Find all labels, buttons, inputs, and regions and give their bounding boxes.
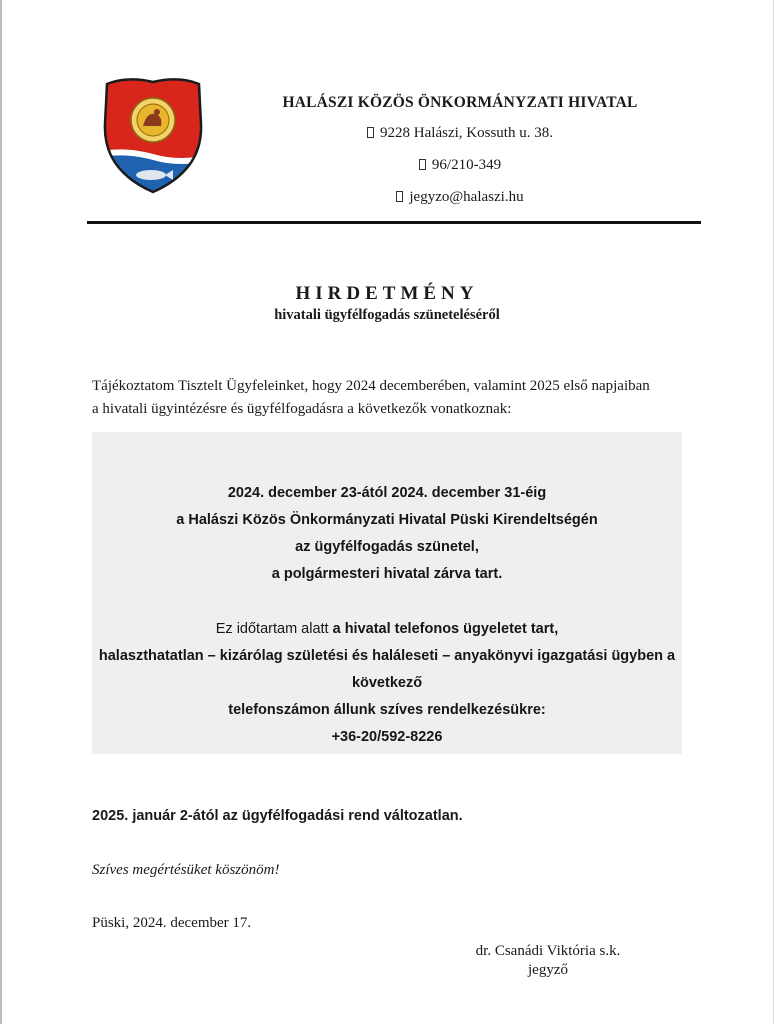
closure-office: a Halászi Közös Önkormányzati Hivatal Püski Kirendeltségén	[176, 512, 598, 528]
duty-emphasis: a hivatal telefonos ügyeletet tart,	[332, 621, 559, 637]
org-name: HALÁSZI KÖZÖS ÖNKORMÁNYZATI HIVATAL	[282, 94, 638, 111]
closure-paragraph	[92, 480, 682, 588]
intro-line-2: a hivatali ügyintézésre és ügyfélfogadásra a következők vonatkoznak:	[92, 401, 512, 417]
closure-suspended: az ügyfélfogadás szünetel,	[295, 539, 479, 555]
signature-block	[448, 942, 648, 980]
duty-line-2: halaszthatatlan – kizárólag születési és haláleseti – anyakönyvi igazgatási ügyben a következő	[98, 648, 676, 691]
phone-line	[250, 155, 670, 175]
signer-name: dr. Csanádi Viktória s.k.	[475, 943, 621, 959]
duty-lead: Ez időtartam alatt	[215, 621, 333, 637]
page-edge-left	[0, 0, 2, 1024]
place-date: Püski, 2024. december 17.	[92, 915, 252, 931]
duty-paragraph	[82, 616, 692, 751]
intro-paragraph	[92, 375, 692, 421]
phone-icon	[419, 159, 426, 170]
signer-title: jegyző	[528, 962, 568, 978]
letterhead	[250, 92, 670, 207]
email-line	[250, 187, 670, 207]
address-text: 9228 Halászi, Kossuth u. 38.	[380, 125, 553, 141]
location-icon	[367, 127, 374, 138]
closure-dates: 2024. december 23-ától 2024. december 31-éig	[227, 485, 547, 501]
schedule-change-note: 2025. január 2-ától az ügyfélfogadási rend változatlan.	[92, 808, 463, 824]
document-title: HIRDETMÉNY	[295, 283, 479, 304]
coat-of-arms-icon	[97, 74, 209, 196]
duty-line-3: telefonszámon állunk szíves rendelkezésükre:	[228, 702, 546, 718]
phone-text: 96/210-349	[431, 157, 502, 173]
email-icon	[396, 191, 403, 202]
intro-line-1: Tájékoztatom Tisztelt Ügyfeleinket, hogy 2024 decemberében, valamint 2025 első napjaiban	[92, 378, 650, 394]
address-line	[250, 123, 670, 143]
duty-phone-number: +36-20/592-8226	[331, 729, 443, 745]
closure-closed: a polgármesteri hivatal zárva tart.	[271, 566, 503, 582]
duty-line-1	[82, 616, 692, 643]
document-subtitle: hivatali ügyfélfogadás szüneteléséről	[274, 307, 500, 323]
header-divider	[87, 221, 701, 224]
thanks-line: Szíves megértésüket köszönöm!	[92, 862, 280, 878]
email-text: jegyzo@halaszi.hu	[409, 189, 524, 205]
notice-box	[92, 432, 682, 754]
